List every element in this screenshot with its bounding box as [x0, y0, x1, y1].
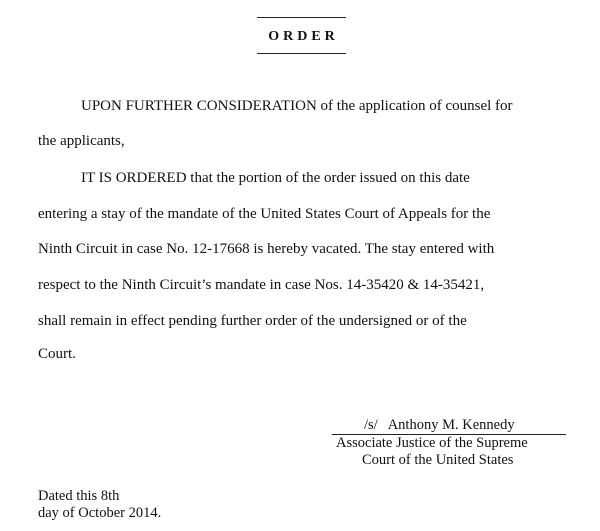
- body-line-5: Ninth Circuit in case No. 12-17668 is hereby vacated. The stay entered with: [38, 241, 495, 257]
- order-heading: ORDER: [268, 29, 339, 44]
- body-line-4: entering a stay of the mandate of the United States Court of Appeals for the: [38, 206, 491, 222]
- body-line-2: the applicants,: [38, 133, 125, 149]
- dated-line-2: day of October 2014.: [38, 505, 162, 521]
- body-line-7: shall remain in effect pending further order of the undersigned or of the: [38, 313, 467, 329]
- signature-line: [332, 417, 566, 435]
- signature-block: [332, 417, 572, 469]
- body-line-8: Court.: [38, 346, 76, 362]
- body-line-6: respect to the Ninth Circuit’s mandate in case Nos. 14-35420 & 14-35421,: [38, 277, 485, 293]
- signature-title-line-1: Associate Justice of the Supreme: [336, 435, 528, 451]
- dated-block: [38, 488, 161, 522]
- dated-line-1: Dated this 8th: [38, 488, 120, 504]
- signature-mark: /s/: [364, 417, 378, 433]
- body-line-3: IT IS ORDERED that the portion of the order issued on this date: [81, 170, 470, 186]
- signature-title-line-2: Court of the United States: [362, 452, 514, 468]
- body-line-1: UPON FURTHER CONSIDERATION of the application of counsel for: [81, 98, 513, 114]
- signature-name: Anthony M. Kennedy: [387, 417, 515, 433]
- order-heading-box: [257, 17, 346, 54]
